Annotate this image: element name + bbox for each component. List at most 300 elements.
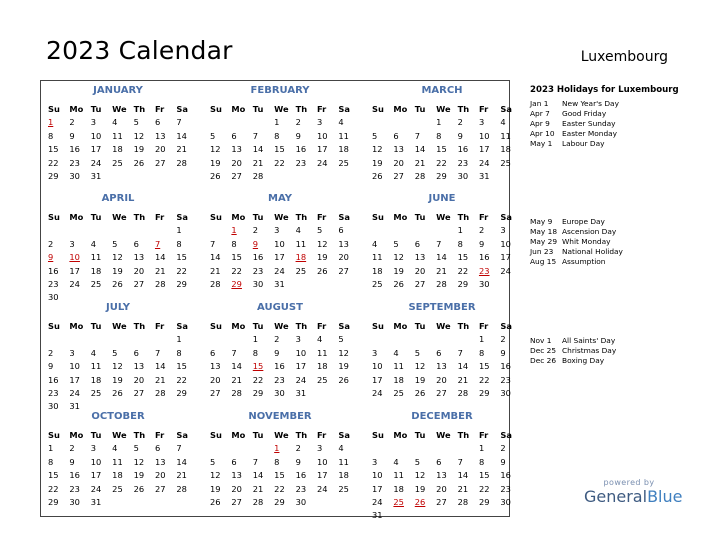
day-cell: 30 bbox=[500, 496, 511, 507]
weekday-header: Th bbox=[295, 212, 308, 222]
holiday-row bbox=[530, 129, 680, 139]
day-cell: 3 bbox=[372, 347, 378, 358]
holiday-day-cell: 18 bbox=[295, 252, 307, 263]
weekday-header: Su bbox=[372, 430, 384, 440]
empty-cell bbox=[369, 442, 390, 455]
day-cell: 11 bbox=[372, 252, 383, 263]
day-cell: 25 bbox=[500, 157, 511, 168]
day-cell: 8 bbox=[274, 456, 280, 467]
day-cell: 10 bbox=[90, 456, 102, 467]
empty-cell bbox=[66, 333, 87, 346]
day-cell: 18 bbox=[338, 144, 349, 155]
day-cell: 14 bbox=[154, 252, 166, 263]
weekday-header: Su bbox=[210, 104, 222, 114]
day-cell: 30 bbox=[295, 496, 307, 507]
day-cell: 14 bbox=[252, 144, 264, 155]
day-cell: 15 bbox=[457, 252, 469, 263]
day-cell: 22 bbox=[48, 483, 59, 494]
weekday-header: Fr bbox=[478, 321, 489, 331]
day-cell: 14 bbox=[457, 361, 469, 372]
weekday-header: Tu bbox=[90, 321, 102, 331]
day-cell: 6 bbox=[154, 117, 161, 128]
day-cell: 10 bbox=[316, 130, 328, 141]
holiday-date: Jun 23 bbox=[530, 247, 554, 256]
day-cell: 12 bbox=[112, 252, 123, 263]
day-cell: 17 bbox=[90, 470, 102, 481]
empty-cell bbox=[109, 333, 130, 346]
month-name: AUGUST bbox=[257, 302, 303, 313]
weekday-header: Fr bbox=[316, 321, 327, 331]
weekday-header: Su bbox=[372, 321, 384, 331]
weekday-header: Th bbox=[133, 212, 146, 222]
day-cell: 12 bbox=[112, 361, 123, 372]
day-cell: 22 bbox=[436, 157, 447, 168]
day-cell: 20 bbox=[231, 157, 242, 168]
day-cell: 8 bbox=[252, 347, 259, 358]
holiday-row bbox=[530, 346, 680, 356]
month-name: APRIL bbox=[101, 193, 135, 204]
day-cell: 8 bbox=[274, 130, 280, 141]
holiday-row bbox=[530, 257, 680, 267]
holiday-row bbox=[530, 119, 680, 129]
month-may bbox=[204, 192, 356, 291]
weekday-header: Tu bbox=[90, 104, 102, 114]
day-cell: 29 bbox=[176, 387, 187, 398]
day-cell: 7 bbox=[457, 347, 463, 358]
day-cell: 28 bbox=[210, 278, 221, 289]
day-cell: 12 bbox=[372, 144, 383, 155]
day-cell: 7 bbox=[154, 347, 161, 358]
day-cell: 5 bbox=[112, 347, 118, 358]
day-cell: 16 bbox=[274, 361, 285, 372]
day-cell: 25 bbox=[112, 483, 123, 494]
empty-cell bbox=[228, 333, 249, 346]
day-cell: 5 bbox=[372, 130, 378, 141]
day-cell: 7 bbox=[436, 238, 442, 249]
weekday-header: Th bbox=[133, 104, 146, 114]
day-cell: 18 bbox=[112, 144, 123, 155]
empty-cell bbox=[390, 333, 411, 346]
day-cell: 13 bbox=[154, 456, 166, 467]
day-cell: 19 bbox=[372, 157, 383, 168]
day-cell: 9 bbox=[69, 130, 75, 141]
day-cell: 18 bbox=[372, 265, 383, 276]
day-cell: 31 bbox=[90, 170, 102, 181]
day-cell: 26 bbox=[210, 496, 221, 507]
weekday-header: Tu bbox=[252, 104, 264, 114]
day-cell: 28 bbox=[154, 387, 166, 398]
holiday-row bbox=[530, 237, 680, 247]
day-cell: 8 bbox=[478, 456, 485, 467]
day-cell: 17 bbox=[372, 483, 383, 494]
holiday-date: Apr 7 bbox=[530, 109, 550, 118]
brand-name-blue: Blue bbox=[647, 487, 683, 506]
day-cell: 4 bbox=[316, 334, 323, 345]
weekday-header: Fr bbox=[478, 430, 489, 440]
day-cell: 15 bbox=[48, 144, 59, 155]
day-cell: 22 bbox=[457, 265, 469, 276]
weekday-header: We bbox=[274, 321, 289, 331]
holiday-name: Europe Day bbox=[562, 217, 605, 226]
day-cell: 18 bbox=[500, 144, 511, 155]
day-cell: 24 bbox=[90, 157, 102, 168]
day-cell: 9 bbox=[69, 456, 75, 467]
day-cell: 12 bbox=[393, 252, 404, 263]
weekday-header: Th bbox=[133, 321, 146, 331]
day-cell: 6 bbox=[231, 456, 237, 467]
day-cell: 6 bbox=[436, 347, 442, 358]
day-cell: 8 bbox=[48, 130, 54, 141]
day-cell: 2 bbox=[48, 347, 54, 358]
day-cell: 10 bbox=[372, 470, 383, 481]
holiday-date: Aug 15 bbox=[530, 257, 557, 266]
day-cell: 14 bbox=[436, 252, 447, 263]
day-cell: 17 bbox=[295, 361, 307, 372]
holiday-day-cell: 23 bbox=[478, 265, 490, 276]
day-cell: 17 bbox=[316, 144, 328, 155]
day-cell: 2 bbox=[295, 443, 301, 454]
weekday-header: Su bbox=[210, 430, 222, 440]
weekday-header: Su bbox=[48, 104, 60, 114]
day-cell: 5 bbox=[414, 347, 421, 358]
day-cell: 12 bbox=[210, 470, 221, 481]
weekday-header: We bbox=[112, 430, 127, 440]
day-cell: 25 bbox=[372, 278, 383, 289]
weekday-header: Mo bbox=[69, 430, 84, 440]
day-cell: 11 bbox=[112, 456, 123, 467]
weekday-header: Tu bbox=[90, 212, 102, 222]
day-cell: 19 bbox=[133, 144, 145, 155]
day-cell: 20 bbox=[414, 265, 426, 276]
day-cell: 25 bbox=[393, 387, 404, 398]
month-name: JUNE bbox=[428, 193, 456, 204]
holiday-group-1 bbox=[530, 99, 680, 149]
day-cell: 3 bbox=[295, 334, 301, 345]
weekday-header: Mo bbox=[231, 321, 246, 331]
month-april bbox=[42, 192, 194, 305]
day-cell: 22 bbox=[176, 265, 187, 276]
day-cell: 30 bbox=[457, 170, 469, 181]
day-cell: 21 bbox=[457, 374, 469, 385]
holiday-day-cell: 1 bbox=[231, 225, 237, 236]
day-cell: 31 bbox=[295, 387, 307, 398]
day-cell: 31 bbox=[478, 170, 490, 181]
weekday-header: Fr bbox=[154, 104, 165, 114]
weekday-header: Sa bbox=[500, 321, 512, 331]
day-cell: 25 bbox=[90, 387, 102, 398]
day-cell: 26 bbox=[338, 374, 349, 385]
day-cell: 7 bbox=[457, 456, 463, 467]
day-cell: 19 bbox=[316, 252, 328, 263]
day-cell: 21 bbox=[176, 144, 187, 155]
day-cell: 10 bbox=[69, 361, 80, 372]
day-cell: 23 bbox=[69, 157, 80, 168]
empty-cell bbox=[250, 116, 271, 129]
holiday-date: Apr 10 bbox=[530, 129, 555, 138]
month-october bbox=[42, 410, 194, 509]
day-cell: 11 bbox=[338, 130, 349, 141]
weekday-header: Mo bbox=[69, 321, 84, 331]
day-cell: 16 bbox=[500, 361, 511, 372]
weekday-header: Th bbox=[295, 321, 308, 331]
day-cell: 27 bbox=[133, 387, 145, 398]
weekday-header: Mo bbox=[393, 212, 408, 222]
day-cell: 16 bbox=[48, 265, 59, 276]
empty-cell bbox=[250, 442, 271, 455]
weekday-header: Th bbox=[295, 104, 308, 114]
day-cell: 20 bbox=[436, 483, 447, 494]
day-cell: 30 bbox=[69, 170, 80, 181]
day-cell: 26 bbox=[414, 387, 426, 398]
day-cell: 19 bbox=[210, 157, 221, 168]
empty-cell bbox=[109, 224, 130, 237]
month-name: MAY bbox=[268, 193, 292, 204]
holiday-name: Ascension Day bbox=[562, 227, 617, 236]
day-cell: 28 bbox=[414, 170, 426, 181]
day-cell: 28 bbox=[154, 278, 166, 289]
day-cell: 1 bbox=[176, 225, 182, 236]
day-cell: 14 bbox=[457, 470, 469, 481]
weekday-header: Sa bbox=[176, 212, 188, 222]
day-cell: 2 bbox=[252, 225, 259, 236]
empty-cell bbox=[207, 224, 228, 237]
month-january bbox=[42, 84, 194, 183]
holiday-day-cell: 1 bbox=[274, 443, 280, 454]
day-cell: 1 bbox=[252, 334, 259, 345]
day-cell: 8 bbox=[478, 347, 485, 358]
day-cell: 10 bbox=[295, 347, 307, 358]
day-cell: 4 bbox=[112, 443, 118, 454]
day-cell: 15 bbox=[48, 470, 59, 481]
day-cell: 22 bbox=[231, 265, 242, 276]
day-cell: 2 bbox=[500, 334, 506, 345]
day-cell: 18 bbox=[338, 470, 349, 481]
empty-cell bbox=[131, 224, 152, 237]
day-cell: 6 bbox=[154, 443, 161, 454]
brand-name-general: General bbox=[584, 487, 648, 506]
day-cell: 1 bbox=[274, 117, 280, 128]
day-cell: 13 bbox=[414, 252, 426, 263]
day-cell: 12 bbox=[133, 456, 145, 467]
holiday-row bbox=[530, 99, 680, 109]
month-grid bbox=[207, 429, 356, 509]
month-grid bbox=[369, 429, 518, 523]
empty-cell bbox=[207, 333, 228, 346]
weekday-header: Fr bbox=[154, 321, 165, 331]
day-cell: 25 bbox=[316, 374, 328, 385]
holiday-name: All Saints' Day bbox=[562, 336, 616, 345]
weekday-header: Su bbox=[48, 430, 60, 440]
weekday-header: We bbox=[274, 212, 289, 222]
day-cell: 2 bbox=[48, 238, 54, 249]
day-cell: 13 bbox=[436, 361, 447, 372]
day-cell: 23 bbox=[295, 483, 307, 494]
day-cell: 24 bbox=[372, 496, 383, 507]
holiday-name: Labour Day bbox=[562, 139, 605, 148]
weekday-header: Tu bbox=[252, 430, 264, 440]
weekday-header: Tu bbox=[414, 212, 426, 222]
day-cell: 31 bbox=[69, 401, 80, 412]
weekday-header: Tu bbox=[90, 430, 102, 440]
day-cell: 9 bbox=[457, 130, 463, 141]
day-cell: 17 bbox=[500, 252, 511, 263]
day-cell: 20 bbox=[154, 144, 166, 155]
day-cell: 22 bbox=[274, 157, 285, 168]
day-cell: 12 bbox=[316, 238, 328, 249]
weekday-header: Su bbox=[210, 321, 222, 331]
weekday-header: Fr bbox=[316, 430, 327, 440]
empty-cell bbox=[88, 224, 109, 237]
day-cell: 24 bbox=[274, 265, 285, 276]
day-cell: 30 bbox=[478, 278, 490, 289]
day-cell: 19 bbox=[338, 361, 349, 372]
day-cell: 23 bbox=[48, 278, 59, 289]
day-cell: 7 bbox=[252, 130, 259, 141]
day-cell: 25 bbox=[295, 265, 307, 276]
empty-cell bbox=[369, 224, 390, 237]
weekday-header: Mo bbox=[393, 104, 408, 114]
day-cell: 17 bbox=[69, 374, 80, 385]
day-cell: 29 bbox=[176, 278, 187, 289]
month-name: JANUARY bbox=[93, 85, 143, 96]
day-cell: 11 bbox=[90, 361, 102, 372]
day-cell: 27 bbox=[133, 278, 145, 289]
weekday-header: Tu bbox=[414, 430, 426, 440]
holiday-day-cell: 25 bbox=[393, 496, 404, 507]
day-cell: 6 bbox=[338, 225, 344, 236]
day-cell: 10 bbox=[478, 130, 490, 141]
weekday-header: We bbox=[112, 212, 127, 222]
holiday-date: Nov 1 bbox=[530, 336, 552, 345]
day-cell: 2 bbox=[69, 443, 75, 454]
weekday-header: Sa bbox=[338, 212, 350, 222]
day-cell: 7 bbox=[414, 130, 421, 141]
weekday-header: Th bbox=[457, 430, 470, 440]
holiday-row bbox=[530, 247, 680, 257]
day-cell: 6 bbox=[133, 238, 139, 249]
day-cell: 14 bbox=[176, 456, 187, 467]
day-cell: 14 bbox=[252, 470, 264, 481]
empty-cell bbox=[390, 442, 411, 455]
weekday-header: Th bbox=[457, 212, 470, 222]
day-cell: 29 bbox=[48, 496, 59, 507]
day-cell: 11 bbox=[90, 252, 102, 263]
day-cell: 11 bbox=[112, 130, 123, 141]
day-cell: 2 bbox=[295, 117, 301, 128]
day-cell: 9 bbox=[500, 347, 506, 358]
holiday-day-cell: 26 bbox=[414, 496, 426, 507]
holiday-name: National Holiday bbox=[562, 247, 623, 256]
day-cell: 4 bbox=[372, 238, 378, 249]
holiday-date: May 9 bbox=[530, 217, 553, 226]
empty-cell bbox=[228, 442, 249, 455]
day-cell: 19 bbox=[112, 265, 123, 276]
day-cell: 10 bbox=[316, 456, 328, 467]
day-cell: 30 bbox=[274, 387, 285, 398]
month-name: NOVEMBER bbox=[248, 411, 312, 422]
day-cell: 25 bbox=[90, 278, 102, 289]
day-cell: 24 bbox=[478, 157, 490, 168]
day-cell: 5 bbox=[210, 130, 216, 141]
day-cell: 27 bbox=[210, 387, 221, 398]
day-cell: 21 bbox=[154, 374, 166, 385]
holiday-row bbox=[530, 139, 680, 149]
day-cell: 30 bbox=[48, 401, 59, 412]
month-name: OCTOBER bbox=[91, 411, 145, 422]
month-november bbox=[204, 410, 356, 509]
day-cell: 14 bbox=[414, 144, 426, 155]
weekday-header: Sa bbox=[500, 430, 512, 440]
day-cell: 4 bbox=[338, 443, 344, 454]
weekday-header: We bbox=[274, 104, 289, 114]
day-cell: 16 bbox=[478, 252, 490, 263]
month-july bbox=[42, 301, 194, 414]
day-cell: 16 bbox=[500, 470, 511, 481]
month-december bbox=[366, 410, 518, 523]
day-cell: 12 bbox=[414, 361, 426, 372]
holiday-day-cell: 9 bbox=[48, 252, 54, 263]
day-cell: 20 bbox=[338, 252, 349, 263]
day-cell: 13 bbox=[436, 470, 447, 481]
empty-cell bbox=[66, 224, 87, 237]
day-cell: 23 bbox=[457, 157, 469, 168]
day-cell: 12 bbox=[338, 347, 349, 358]
day-cell: 15 bbox=[478, 361, 490, 372]
day-cell: 5 bbox=[316, 225, 323, 236]
day-cell: 4 bbox=[90, 347, 97, 358]
day-cell: 4 bbox=[393, 456, 399, 467]
holiday-name: Whit Monday bbox=[562, 237, 611, 246]
holiday-name: Assumption bbox=[562, 257, 606, 266]
day-cell: 26 bbox=[372, 170, 383, 181]
month-grid bbox=[369, 320, 518, 400]
empty-cell bbox=[45, 224, 66, 237]
day-cell: 11 bbox=[393, 361, 404, 372]
empty-cell bbox=[45, 333, 66, 346]
month-march bbox=[366, 84, 518, 183]
day-cell: 16 bbox=[69, 470, 80, 481]
day-cell: 28 bbox=[176, 483, 187, 494]
day-cell: 24 bbox=[316, 483, 328, 494]
day-cell: 24 bbox=[295, 374, 307, 385]
day-cell: 28 bbox=[176, 157, 187, 168]
day-cell: 25 bbox=[112, 157, 123, 168]
holiday-row bbox=[530, 217, 680, 227]
month-june bbox=[366, 192, 518, 291]
day-cell: 5 bbox=[338, 334, 344, 345]
day-cell: 27 bbox=[154, 157, 166, 168]
day-cell: 23 bbox=[500, 483, 511, 494]
holiday-date: May 18 bbox=[530, 227, 558, 236]
day-cell: 12 bbox=[210, 144, 221, 155]
weekday-header: Fr bbox=[478, 212, 489, 222]
day-cell: 18 bbox=[316, 361, 328, 372]
day-cell: 19 bbox=[112, 374, 123, 385]
empty-cell bbox=[228, 116, 249, 129]
day-cell: 2 bbox=[478, 225, 485, 236]
weekday-header: Su bbox=[48, 212, 60, 222]
day-cell: 9 bbox=[500, 456, 506, 467]
day-cell: 21 bbox=[436, 265, 447, 276]
day-cell: 18 bbox=[90, 374, 102, 385]
day-cell: 3 bbox=[69, 238, 75, 249]
day-cell: 26 bbox=[112, 278, 123, 289]
weekday-header: Mo bbox=[231, 430, 246, 440]
day-cell: 24 bbox=[69, 278, 80, 289]
day-cell: 1 bbox=[478, 443, 485, 454]
weekday-header: Tu bbox=[252, 212, 264, 222]
day-cell: 22 bbox=[252, 374, 264, 385]
